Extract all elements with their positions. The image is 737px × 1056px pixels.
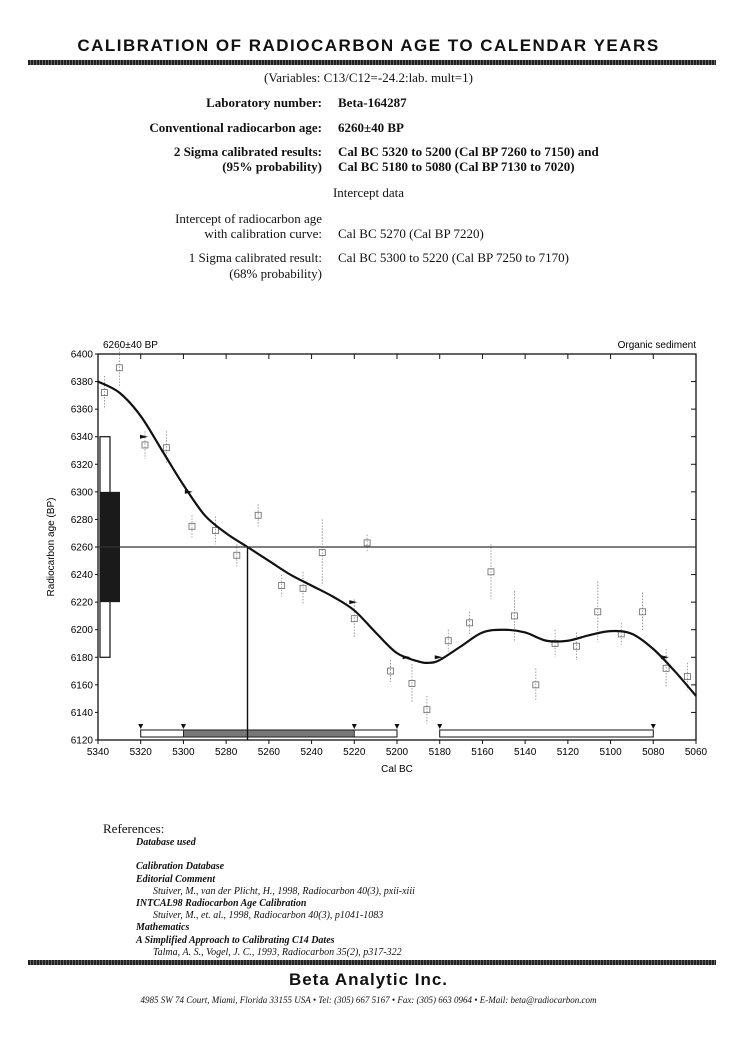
two-sigma-value-1: Cal BC 5320 to 5200 (Cal BP 7260 to 7150) and [338, 144, 599, 159]
x-tick-label: 5200 [385, 747, 409, 758]
y-tick-label: 6200 [70, 625, 93, 637]
page-title: CALIBRATION OF RADIOCARBON AGE TO CALENDAR YEARS [77, 36, 660, 55]
one-sigma-value: Cal BC 5300 to 5220 (Cal BP 7250 to 7170) [338, 250, 569, 265]
x-tick-label: 5120 [556, 747, 579, 758]
range-marker-arrow [138, 724, 143, 729]
y-tick-label: 6380 [70, 377, 93, 389]
x-tick-label: 5240 [300, 747, 323, 758]
lab-number-value: Beta-164287 [338, 95, 407, 110]
reference-line: Mathematics [136, 922, 190, 934]
one-sigma-label-2: (68% probability) [229, 266, 322, 281]
intercept-label-2: with calibration curve: [204, 226, 322, 241]
x-tick-label: 5160 [471, 747, 494, 758]
reference-line: Editorial Comment [136, 873, 216, 885]
y-tick-label: 6300 [70, 487, 93, 499]
reference-line: Calibration Database [136, 861, 225, 873]
two-sigma-range-bar [440, 730, 654, 737]
one-sigma-label-1: 1 Sigma calibrated result: [188, 250, 322, 265]
variables-line: (Variables: C13/C12=-24.2:lab. mult=1) [264, 70, 473, 85]
reference-line: Database used [136, 837, 196, 848]
range-marker-arrow [437, 724, 442, 729]
one-sigma-range-bar [183, 730, 354, 737]
chart-title-right: Organic sediment [617, 340, 696, 351]
x-tick-label: 5180 [428, 747, 451, 758]
reference-line: A Simplified Approach to Calibrating C14 Dates [136, 934, 335, 946]
x-tick-label: 5340 [86, 747, 110, 758]
y-tick-labels [71, 350, 94, 747]
y-axis-label: Radiocarbon age (BP) [46, 497, 57, 597]
reference-line: INTCAL98 Radiocarbon Age Calibration [136, 898, 307, 909]
y-tick-label: 6220 [70, 597, 93, 609]
reference-line: Stuiver, M., van der Plicht, H., 1998, Radiocarbon 40(3), pxii-xiii [153, 885, 415, 897]
y-tick-label: 6320 [70, 459, 93, 471]
company-address: 4985 SW 74 Court, Miami, Florida 33155 USA • Tel: (305) 667 5167 • Fax: (305) 663 0964 • E-Mail: beta@radiocarbon.com [140, 995, 597, 1005]
intercept-value: Cal BC 5270 (Cal BP 7220) [338, 226, 484, 241]
axis-ticks [95, 354, 696, 744]
y-tick-label: 6140 [70, 707, 93, 719]
x-tick-label: 5100 [599, 747, 622, 758]
curve-marker [140, 435, 148, 439]
curve-marker [349, 600, 357, 604]
conv-age-value: 6260±40 BP [338, 120, 404, 135]
x-tick-label: 5080 [642, 747, 665, 758]
y-tick-label: 6120 [70, 735, 93, 747]
x-tick-label: 5300 [172, 747, 195, 758]
intercept-label-1: Intercept of radiocarbon age [175, 211, 322, 226]
two-sigma-value-2: Cal BC 5180 to 5080 (Cal BP 7130 to 7020) [338, 159, 575, 174]
range-marker-arrow [395, 724, 400, 729]
x-tick-label: 5260 [257, 747, 280, 758]
range-marker-arrow [352, 724, 357, 729]
references-heading: References: [103, 821, 165, 836]
y-tick-label: 6400 [70, 349, 93, 361]
x-tick-label: 5280 [215, 747, 238, 758]
y-tick-label: 6240 [70, 570, 93, 582]
bottom-rule [28, 960, 716, 965]
two-sigma-label-2: (95% probability) [222, 159, 322, 174]
y-tick-label: 6160 [70, 680, 93, 692]
company-name: Beta Analytic Inc. [288, 970, 449, 989]
y-tick-label: 6260 [70, 542, 93, 554]
x-axis-label: Cal BC [381, 764, 413, 775]
x-tick-label: 5140 [514, 747, 537, 758]
curve-marker [661, 655, 669, 659]
reference-line: Talma, A. S., Vogel, J. C., 1993, Radiocarbon 35(2), p317-322 [153, 946, 402, 958]
lab-number-label: Laboratory number: [206, 95, 322, 110]
y-tick-label: 6360 [70, 404, 93, 416]
y-tick-label: 6280 [70, 514, 93, 526]
intercept-heading: Intercept data [332, 185, 405, 200]
y-tick-label: 6340 [70, 432, 93, 444]
dataset-points [101, 348, 690, 723]
calibrated-range-bars [138, 724, 656, 737]
x-tick-labels [87, 747, 708, 758]
two-sigma-label-1: 2 Sigma calibrated results: [173, 144, 322, 159]
calibration-chart [0, 330, 737, 780]
conv-age-label: Conventional radiocarbon age: [149, 120, 322, 135]
reference-line: Stuiver, M., et. al., 1998, Radiocarbon 40(3), p1041-1083 [153, 910, 384, 922]
x-tick-label: 5220 [343, 747, 366, 758]
x-tick-label: 5060 [684, 747, 708, 758]
calibration-curve [98, 382, 696, 696]
range-marker-arrow [181, 724, 186, 729]
range-marker-arrow [651, 724, 656, 729]
x-tick-label: 5320 [129, 747, 152, 758]
chart-title-left: 6260±40 BP [103, 340, 158, 351]
y-tick-label: 6180 [70, 652, 93, 664]
top-rule [28, 60, 716, 65]
